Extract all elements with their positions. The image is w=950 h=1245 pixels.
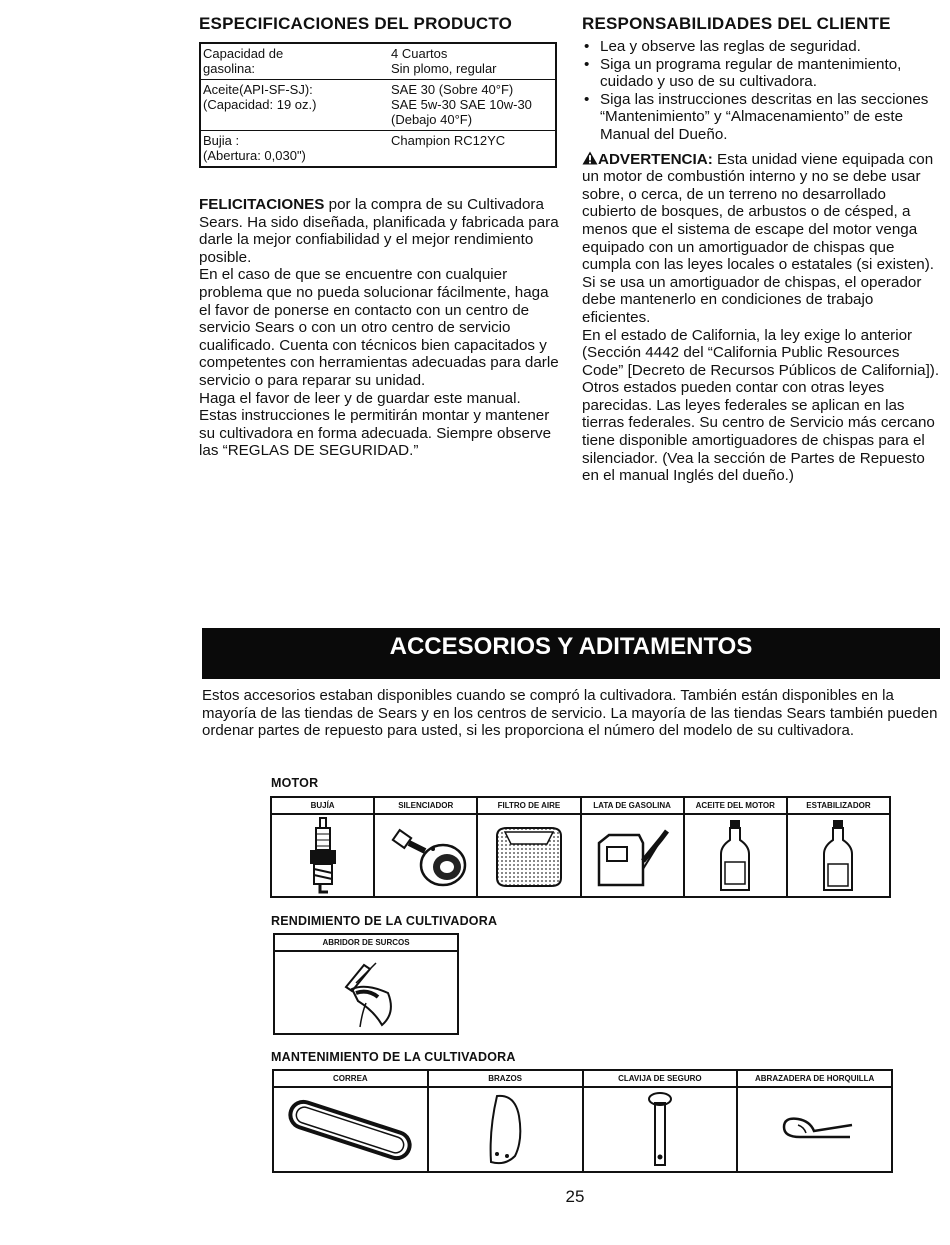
responsabilidades-title: RESPONSABILIDADES DEL CLIENTE [582, 14, 891, 33]
accessory-label: CORREA [274, 1071, 427, 1088]
list-item: • Lea y observe las reglas de seguridad. [582, 38, 942, 56]
spec-value: Champion RC12YC [391, 131, 556, 168]
spec-label: Capacidad de gasolina: [203, 46, 284, 76]
hairpin-clip-icon [770, 1105, 860, 1155]
motor-title: MOTOR [271, 776, 319, 790]
accessory-label: ABRAZADERA DE HORQUILLA [738, 1071, 891, 1088]
accessory-cell [786, 798, 889, 896]
warning-paragraph [582, 151, 942, 327]
accessory-cell [736, 1071, 891, 1171]
mantenimiento-title: MANTENIMIENTO DE LA CULTIVADORA [271, 1050, 516, 1064]
warning-icon [582, 151, 598, 165]
spark-plug-icon [298, 816, 348, 896]
spec-value: SAE 30 (Sobre 40°F) SAE 5w-30 SAE 10w-30 (Debajo 40°F) [391, 80, 556, 131]
mantenimiento-grid [272, 1069, 893, 1173]
accessory-label: ESTABILIZADOR [788, 798, 889, 815]
accessory-cell [582, 1071, 737, 1171]
accessory-cell [272, 798, 373, 896]
accessory-label: SILENCIADOR [375, 798, 476, 815]
accesorios-intro: Estos accesorios estaban disponibles cuando se compró la cultivadora. También están disponibles en la mayoría de las tiendas de Sears y en los centros de servicio. La mayoría de las tiendas Sears también pueden ordenar partes de repuesto para usted, si les proporciona el número del modelo de su cultivadora. [202, 687, 938, 740]
california-paragraph: En el estado de California, la ley exige lo anterior (Sección 4442 del “California Public Resources Code” [Decreto de Recursos Públicos de California]). Otros estados pueden contar con otras leyes parecidas. Las leyes federales se aplican en las tierras federales. Su centro de Servicio más cercano tiene disponible amortiguadores de chispas para el silenciador. (Vea la sección de Partes de Repuesto en el manual Inglés del dueño.) [582, 326, 940, 485]
warning-label: ADVERTENCIA: [598, 150, 713, 168]
rendimiento-title: RENDIMIENTO DE LA CULTIVADORA [271, 914, 498, 928]
spec-table [199, 42, 557, 168]
felicitaciones-text: por la compra de su Cultivadora Sears. Ha sido diseñada, planificada y fabricada para darle la mejor confiabilidad y el mejor rendimiento posible. [199, 196, 559, 266]
warning-text: Esta unidad viene equipada con un motor de combustión interno y no se debe usar sobre, o cerca, de un terreno no desarrollado cubierto de bosques, de arbustos o de césped, a menos que el sistema de escape del motor venga equipado con un amortiguador de chispas que cumpla con las leyes locales o estatales (si existen). Si se usa un amortiguador de chispas, el operador debe mantenerlo en condiciones de trabajo eficientes. [582, 150, 935, 326]
banner-title: ACCESORIOS Y ADITAMENTOS [389, 633, 753, 660]
accessory-label: BRAZOS [429, 1071, 582, 1088]
accessory-label: FILTRO DE AIRE [478, 798, 579, 815]
oil-bottle-icon [715, 818, 755, 894]
accessory-label: ACEITE DEL MOTOR [685, 798, 786, 815]
responsabilidades-list [582, 38, 942, 144]
page-number: 25 [565, 1187, 585, 1206]
accessory-label: LATA DE GASOLINA [582, 798, 683, 815]
furrower-icon [316, 953, 416, 1033]
felicitaciones-block [199, 196, 561, 460]
stabilizer-bottle-icon [818, 818, 858, 894]
accessory-label: ABRIDOR DE SURCOS [275, 935, 457, 952]
spec-row [200, 43, 556, 80]
list-item: • Siga un programa regular de mantenimiento, cuidado y uso de su cultivadora. [582, 56, 942, 91]
accessory-cell [476, 798, 579, 896]
accessory-label: BUJÍA [272, 798, 373, 815]
felicitaciones-paragraph: Haga el favor de leer y de guardar este manual. Estas instrucciones le permitirán montar y mantener su cultivadora en forma adecuada. Siempre observe las “REGLAS DE SEGURIDAD.” [199, 389, 552, 460]
spec-row [200, 131, 556, 168]
clevis-pin-icon [635, 1089, 685, 1171]
spec-label: Bujia : (Abertura: 0,030") [200, 131, 391, 168]
muffler-icon [381, 821, 471, 891]
tine-icon [475, 1090, 535, 1170]
gas-can-icon [587, 821, 677, 891]
accessory-cell [373, 798, 476, 896]
accessory-cell [683, 798, 786, 896]
accessory-cell [580, 798, 683, 896]
accessory-label: CLAVIJA DE SEGURO [584, 1071, 737, 1088]
felicitaciones-paragraph: En el caso de que se encuentre con cualquier problema que no pueda solucionar fácilmente, haga el favor de ponerse en contacto con un centro de servicio Sears o con un otro centro de servicio cualificado. Cuenta con técnicos bien capacitados y competentes con herramientas adecuadas para darle servicio o para reparar su unidad. [199, 266, 559, 389]
rendimiento-grid [273, 933, 459, 1035]
spec-value: 4 Cuartos Sin plomo, regular [391, 46, 497, 76]
accesorios-banner [202, 628, 940, 679]
accessory-cell [427, 1071, 582, 1171]
spec-title: ESPECIFICACIONES DEL PRODUCTO [199, 14, 513, 33]
felicitaciones-lead: FELICITACIONES [199, 196, 325, 213]
accessory-cell [275, 935, 457, 1033]
belt-icon [280, 1095, 420, 1165]
list-item: • Siga las instrucciones descritas en las secciones “Mantenimiento” y “Almacenamiento” de este Manual del Dueño. [582, 91, 942, 144]
spec-row [200, 80, 556, 131]
motor-grid [270, 796, 891, 898]
air-filter-icon [489, 820, 569, 892]
responsabilidades-block [582, 38, 942, 485]
spec-label: Aceite(API-SF-SJ): (Capacidad: 19 oz.) [200, 80, 391, 131]
accessory-cell [274, 1071, 427, 1171]
